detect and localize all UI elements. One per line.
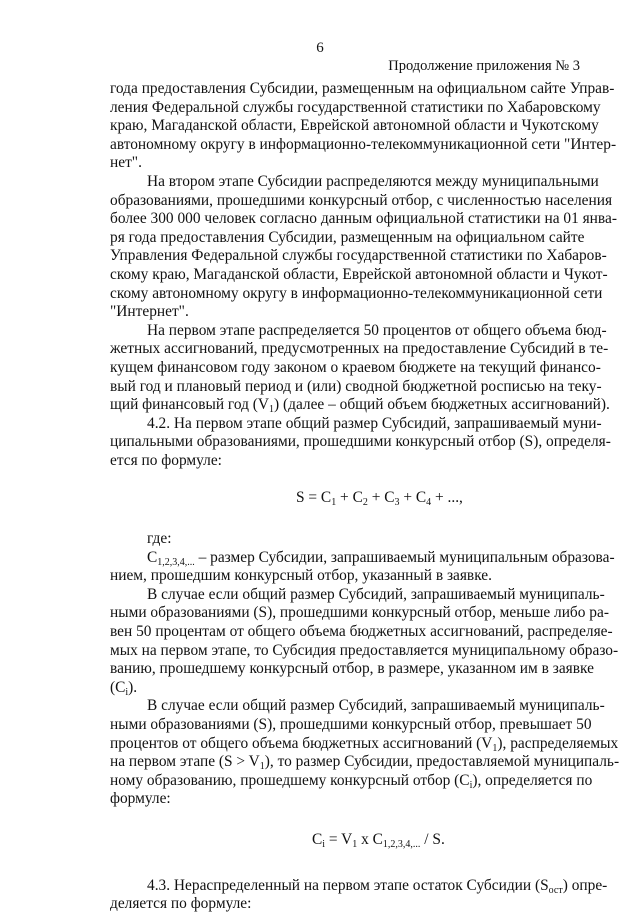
text-line: Управления Федеральной службы государственной статистики по Хабаров- bbox=[110, 247, 607, 265]
document-body bbox=[110, 80, 620, 914]
text-line: ными образованиями (S), прошедшими конкурсный отбор, превышает 50 bbox=[110, 716, 592, 733]
text-line: скому краю, Магаданской области, Еврейской автономной области и Чукот- bbox=[110, 265, 608, 283]
text-line: На втором этапе Субсидии распределяются между муниципальными bbox=[147, 172, 599, 190]
text-line: $(C_i)$. bbox=[110, 678, 138, 698]
text-line: В случае если общий размер Субсидий, запрашиваемый муниципаль- bbox=[147, 697, 605, 715]
text-line: вен 50 процентам от общего объема бюджетных ассигнований, распределяе- bbox=[110, 623, 613, 641]
text-line: В случае если общий размер Субсидий, запрашиваемый муниципаль- bbox=[147, 585, 605, 603]
text-line: кущем финансовом году законом о краевом бюджете на текущий финансо- bbox=[110, 358, 601, 376]
text-line: краю, Магаданской области, Еврейской автономной области и Чукотскому bbox=[110, 117, 599, 135]
text-line: процентов от общего объема бюджетных ассигнований $(V_1)$, распределяемых bbox=[110, 734, 619, 754]
text-line: ления Федеральной службы государственной статистики по Хабаровскому bbox=[110, 98, 601, 116]
text-line: ными образованиями (S), прошедшими конкурсный отбор, меньше либо ра- bbox=[110, 604, 609, 622]
text-line: ется по формуле: bbox=[110, 451, 222, 469]
text-line: ному образованию, прошедшему конкурсный отбор $(C_i)$, определяется по bbox=[110, 771, 593, 791]
text-line: нием, прошедшим конкурсный отбор, указанный в заявке. bbox=[110, 567, 492, 585]
text-line: вый год и плановый период и (или) сводной бюджетной росписью на теку- bbox=[110, 377, 602, 395]
text-line: $C_{1,2,3,4,...}$ – размер Субсидии, запрашиваемый муниципальным образова- bbox=[147, 548, 615, 568]
text-line: "Интернет". bbox=[110, 303, 189, 321]
appendix-header: Продолжение приложения № 3 bbox=[388, 58, 580, 74]
text-line: мых на первом этапе, то Субсидия предоставляется муниципальному образо- bbox=[110, 641, 619, 659]
text-line: автономному округу в информационно-телекоммуникационной сети "Интер- bbox=[110, 135, 617, 153]
text-line: На первом этапе распределяется 50 процентов от общего объема бюд- bbox=[147, 321, 607, 339]
text-line: образованиями, прошедшими конкурсный отбор, с численностью населения bbox=[110, 191, 613, 209]
text-line: более 300 000 человек согласно данным официальной статистики на 01 янва- bbox=[110, 210, 617, 228]
where-label: где: bbox=[147, 530, 172, 548]
text-line: щий финансовый год $(V_1)$ (далее – общий объем бюджетных ассигнований). bbox=[110, 396, 610, 416]
text-line: ципальными образованиями, прошедшими конкурсный отбор (S), определя- bbox=[110, 433, 611, 451]
text-line: скому автономному округу в информационно-телекоммуникационной сети bbox=[110, 284, 603, 302]
text-line: жетных ассигнований, предусмотренных на предоставление Субсидий в те- bbox=[110, 340, 609, 358]
page-number: 6 bbox=[316, 40, 324, 56]
text-line: года предоставления Субсидии, размещенным на официальном сайте Управ- bbox=[110, 80, 615, 97]
text-line: ванию, прошедшему конкурсный отбор, в размере, указанном им в заявке bbox=[110, 660, 594, 678]
text-line: 4.2. На первом этапе общий размер Субсидий, запрашиваемый муни- bbox=[147, 414, 602, 432]
formula-total-subsidy: $S = C_1 + C_2 + C_3 + C_4$ + ..., bbox=[296, 489, 463, 509]
text-line: нет". bbox=[110, 154, 142, 172]
text-line: на первом этапе $(S > V_1)$, то размер Субсидии, предоставляемой муниципаль- bbox=[110, 753, 620, 773]
text-line: ря года предоставления Субсидии, размещенным на официальном сайте bbox=[110, 228, 585, 246]
text-line: формуле: bbox=[110, 790, 171, 808]
text-line: деляется по формуле: bbox=[110, 895, 252, 913]
formula-subsidy-share: $C_i = V_1$ x $C_{1,2,3,4,...}$ / S. bbox=[312, 830, 445, 850]
text-line: 4.3. Нераспределенный на первом этапе остаток Субсидии $(S_{ост})$ опре- bbox=[147, 876, 608, 896]
